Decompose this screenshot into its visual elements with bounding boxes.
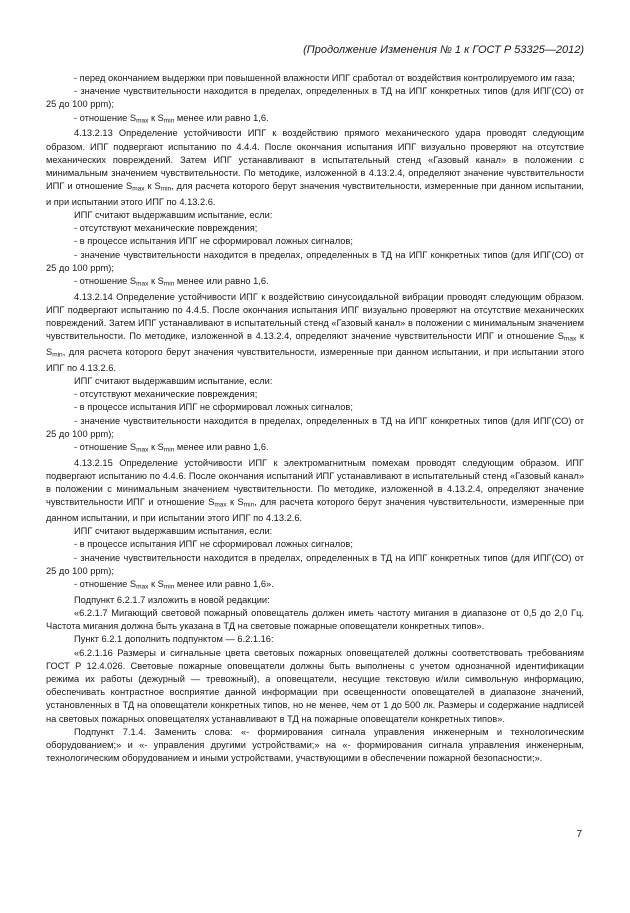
- page-number: 7: [576, 829, 582, 840]
- ratio-paragraph: - отношение $S_{max}$ к $S_{min}$ менее или равно 1,6.: [74, 441, 269, 454]
- paragraph: Подпункт 7.1.4. Заменить слова: «- формирования сигнала управления инженерным и технологическим оборудованием;» и «- управления другими устройствами;» на «- формирования сигнала управления инженерным, технологическим оборудованием и иными устройствами, участвующими в обеспечении пожарной безопасности;».: [46, 726, 584, 764]
- ratio-paragraph: - отношение $S_{max}$ к $S_{min}$ менее или равно 1,6».: [74, 579, 274, 591]
- section-paragraph-4-13-2-13: 4.13.2.13 Определение устойчивости ИПГ к воздействию прямого механического удара проводят следующим образом. ИПГ подвергают испытанию по 4.4.4. После окончания испытания ИПГ визуально проверяют на отсутствие механических повреждений. Затем ИПГ устанавливают в испытательный стенд «Газовый канал» в положении с минимальным значением чувствительности. По методике, изложенной в 4.13.2.4, определяют значение чувствительности ИПГ и отношение $S_{max}$ к $S_{min}$, для расчета которого берут значения чувствительности, измеренные при данном испытании, и при испытании этого ИПГ по 4.13.2.6.: [46, 128, 585, 207]
- paragraph: ИПГ считают выдержавшим испытание, если:: [74, 210, 273, 221]
- paragraph: - значение чувствительности находится в пределах, определенных в ТД на ИПГ конкретных типов (для ИПГ(СО) от 25 до 100 ppm);: [46, 249, 584, 273]
- paragraph: ИПГ считают выдержавшим испытания, если:: [74, 526, 273, 537]
- paragraph: «6.2.1.16 Размеры и сигнальные цвета световых пожарных оповещателей должны соответствовать требованиям ГОСТ Р 12.4.026. Световые пожарные оповещатели должны быть выполнены с учетом однозначной идентификации режима их работы (дежурный — тревожный), а оповещатели, несущие текстовую и/или символьную информацию, обеспечивать контрастное восприятие данной информации при освещенности оповещателей в диапазоне значений, установленных в ТД на оповещатели конкретных типов, но не менее, чем от 1 до 500 лк. Размеры и содержание надписей на световых пожарных оповещателях устанавливают в ТД на пожарные оповещатели конкретных типов».: [46, 647, 584, 724]
- ratio-paragraph: - отношение $S_{max}$ к $S_{min}$ менее или равно 1,6.: [74, 112, 269, 125]
- page-header: (Продолжение Изменения № 1 к ГОСТ Р 53325—2012): [303, 44, 584, 56]
- paragraph: «6.2.1.7 Мигающий световой пожарный оповещатель должен иметь частоту мигания в диапазоне от 0,5 до 2,0 Гц. Частота мигания должна быть указана в ТД на световые пожарные оповещатели конкретных типов».: [46, 607, 584, 632]
- paragraph: - в процессе испытания ИПГ не сформировал ложных сигналов;: [74, 236, 353, 247]
- paragraph: Пункт 6.2.1 дополнить подпунктом — 6.2.1.16:: [74, 634, 274, 645]
- paragraph: ИПГ считают выдержавшим испытание, если:: [74, 375, 273, 386]
- document-body: [46, 72, 584, 765]
- ratio-paragraph: - отношение $S_{max}$ к $S_{min}$ менее или равно 1,6.: [74, 276, 269, 288]
- paragraph: - перед окончанием выдержки при повышенной влажности ИПГ сработал от воздействия контролируемого им газа;: [74, 73, 575, 83]
- paragraph: - в процессе испытания ИПГ не сформировал ложных сигналов;: [74, 539, 353, 550]
- paragraph: - значение чувствительности находится в пределах, определенных в ТД на ИПГ конкретных типов (для ИПГ(СО) от 25 до 100 ppm);: [46, 415, 584, 439]
- paragraph: Подпункт 6.2.1.7 изложить в новой редакции:: [74, 594, 270, 605]
- paragraph: - значение чувствительности находится в пределах, определенных в ТД на ИПГ конкретных типов (для ИПГ(СО) от 25 до 100 ppm);: [46, 552, 584, 576]
- paragraph: - отсутствуют механические повреждения;: [74, 223, 258, 234]
- section-paragraph-4-13-2-14: 4.13.2.14 Определение устойчивости ИПГ к воздействию синусоидальной вибрации проводят следующим образом. ИПГ подвергают испытанию по 4.4.5. После окончания испытания ИПГ визуально проверяют на отсутствие механических повреждений. Затем ИПГ устанавливают в испытательный стенд «Газовый канал» в положении с минимальным значением чувствительности. По методике, изложенной в 4.13.2.4, определяют значение чувствительности ИПГ и отношение $S_{max}$ к $S_{min}$, для расчета которого берут значения чувствительности, измеренные при данном испытании, и при испытании этого ИПГ по 4.13.2.6.: [46, 291, 584, 373]
- paragraph: - в процессе испытания ИПГ не сформировал ложных сигналов;: [74, 402, 353, 413]
- paragraph: - значение чувствительности находится в пределах, определенных в ТД на ИПГ конкретных типов (для ИПГ(СО) от 25 до 100 ppm);: [46, 86, 584, 110]
- section-paragraph-4-13-2-15: 4.13.2.15 Определение устойчивости ИПГ к электромагнитным помехам проводят следующим образом. ИПГ подвергают испытанию по 4.4.6. После окончания испытаний ИПГ устанавливают в испытательный стенд «Газовый канал» в положении с минимальным значением чувствительности. По методике, изложенной в 4.13.2.4, определяют значение чувствительности ИПГ и отношение $S_{max}$ к $S_{min}$, для расчета которого берут значения чувствительности, измеренные при данном испытании, и при испытании этого ИПГ по 4.13.2.6.: [46, 457, 584, 523]
- paragraph: - отсутствуют механические повреждения;: [74, 389, 258, 400]
